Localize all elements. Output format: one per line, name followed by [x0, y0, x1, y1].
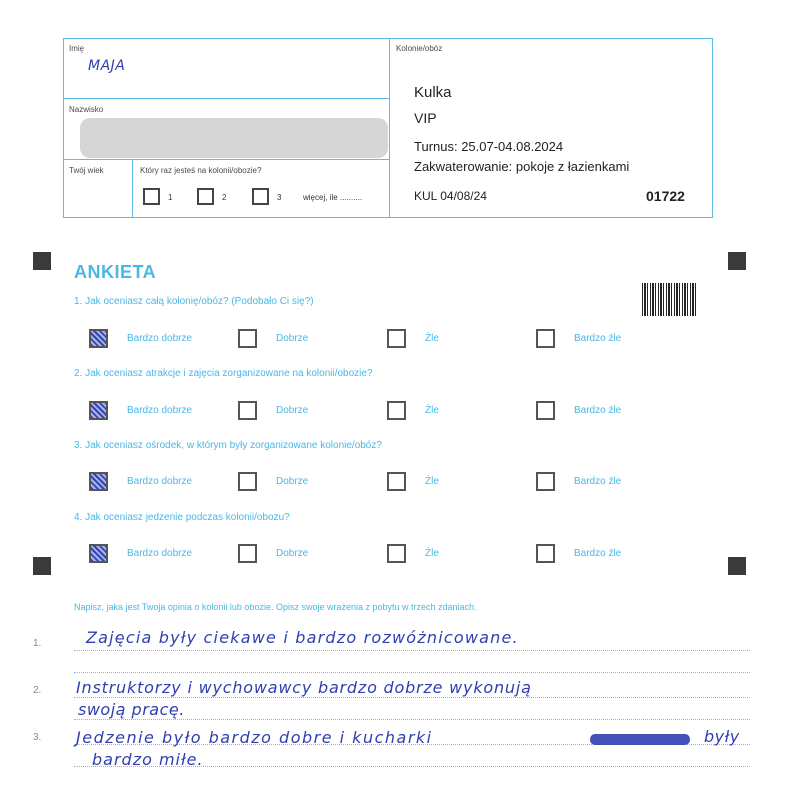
question-4: 4. Jak oceniasz jedzenie podczas kolonii/obozu?	[74, 512, 290, 523]
barcode	[642, 283, 696, 316]
q1-zle-label: Źle	[425, 333, 439, 344]
q2-zle-checkbox[interactable]	[387, 401, 406, 420]
writing-line	[74, 672, 750, 673]
survey-title: ANKIETA	[74, 262, 157, 282]
q4-dobrze-checkbox[interactable]	[238, 544, 257, 563]
q3-dobrze-label: Dobrze	[276, 476, 309, 487]
writing-line	[74, 697, 750, 698]
option-more-label: więcej, ile ..........	[303, 193, 363, 202]
q3-dobrze-checkbox[interactable]	[238, 472, 257, 491]
camp-code: KUL 04/08/24	[414, 189, 487, 203]
q2-bardzo-dobrze-label: Bardzo dobrze	[127, 405, 193, 416]
question-3: 3. Jak oceniasz ośrodek, w którym były zorganizowane kolonie/obóz?	[74, 440, 382, 451]
q1-dobrze-checkbox[interactable]	[238, 329, 257, 348]
q3-bardzo-dobrze-checkbox[interactable]	[89, 472, 108, 491]
imie-label: Imię	[69, 44, 85, 53]
line-number-3: 3.	[33, 732, 42, 743]
scan-marker-top-left	[33, 252, 51, 270]
writing-line	[74, 650, 750, 651]
opinion-prompt: Napisz, jaka jest Twoja opinia o kolonii lub obozie. Opisz swoje wrażenia z pobytu w trzech zdaniach.	[74, 602, 477, 612]
line-number-2: 2.	[33, 685, 42, 696]
question-2: 2. Jak oceniasz atrakcje i zajęcia zorganizowane na kolonii/obozie?	[74, 368, 373, 379]
opinion-line-3[interactable]: Jedzenie było bardzo dobre i kucharki	[76, 728, 433, 747]
q4-bardzo-dobrze-checkbox[interactable]	[89, 544, 108, 563]
option-2-label: 2	[222, 193, 227, 202]
q3-bardzo-dobrze-label: Bardzo dobrze	[127, 476, 193, 487]
q1-bardzo-zle-checkbox[interactable]	[536, 329, 555, 348]
opinion-line-3-end[interactable]: były	[704, 727, 740, 746]
ktory-raz-label: Który raz jesteś na kolonii/obozie?	[140, 166, 262, 175]
nazwisko-redacted-field[interactable]	[80, 118, 388, 158]
turnus: Turnus: 25.07-04.08.2024	[414, 139, 564, 154]
checkbox-raz-3[interactable]	[252, 188, 269, 205]
q4-bardzo-zle-label: Bardzo źle	[574, 548, 622, 559]
q2-bardzo-zle-label: Bardzo źle	[574, 405, 622, 416]
imie-value[interactable]: MAJA	[88, 58, 126, 74]
q4-bardzo-dobrze-label: Bardzo dobrze	[127, 548, 193, 559]
q4-zle-checkbox[interactable]	[387, 544, 406, 563]
q4-bardzo-zle-checkbox[interactable]	[536, 544, 555, 563]
question-1: 1. Jak oceniasz całą kolonię/obóz? (Podobało Ci się?)	[74, 296, 314, 307]
q2-dobrze-label: Dobrze	[276, 405, 309, 416]
scan-marker-bottom-left	[33, 557, 51, 575]
q3-bardzo-zle-checkbox[interactable]	[536, 472, 555, 491]
q1-bardzo-zle-label: Bardzo źle	[574, 333, 622, 344]
wiek-label: Twój wiek	[69, 166, 104, 175]
q1-zle-checkbox[interactable]	[387, 329, 406, 348]
kolonie-label: Kolonie/obóz	[396, 44, 443, 53]
q1-bardzo-dobrze-checkbox[interactable]	[89, 329, 108, 348]
option-1-label: 1	[168, 193, 173, 202]
q4-zle-label: Źle	[425, 548, 439, 559]
checkbox-raz-2[interactable]	[197, 188, 214, 205]
zakwaterowanie: Zakwaterowanie: pokoje z łazienkami	[414, 159, 630, 174]
option-3-label: 3	[277, 193, 282, 202]
q2-zle-label: Źle	[425, 405, 439, 416]
opinion-line-1[interactable]: Zajęcia były ciekawe i bardzo rozwóżnicowane.	[86, 628, 519, 647]
checkbox-raz-1[interactable]	[143, 188, 160, 205]
scan-marker-bottom-right	[728, 557, 746, 575]
scan-marker-top-right	[728, 252, 746, 270]
q2-dobrze-checkbox[interactable]	[238, 401, 257, 420]
q2-bardzo-dobrze-checkbox[interactable]	[89, 401, 108, 420]
crossed-out-scribble	[590, 734, 690, 745]
opinion-line-2[interactable]: Instruktorzy i wychowawcy bardzo dobrze wykonują	[76, 678, 532, 697]
nazwisko-label: Nazwisko	[69, 105, 104, 114]
q2-bardzo-zle-checkbox[interactable]	[536, 401, 555, 420]
form-number: 01722	[646, 188, 685, 204]
opinion-line-2b[interactable]: swoją pracę.	[78, 700, 185, 719]
q3-bardzo-zle-label: Bardzo źle	[574, 476, 622, 487]
writing-line	[74, 719, 750, 720]
q1-dobrze-label: Dobrze	[276, 333, 309, 344]
q3-zle-label: Źle	[425, 476, 439, 487]
camp-type: VIP	[414, 110, 437, 126]
opinion-line-3b[interactable]: bardzo miłe.	[92, 750, 204, 769]
q1-bardzo-dobrze-label: Bardzo dobrze	[127, 333, 193, 344]
q3-zle-checkbox[interactable]	[387, 472, 406, 491]
camp-name: Kulka	[414, 84, 452, 101]
q4-dobrze-label: Dobrze	[276, 548, 309, 559]
line-number-1: 1.	[33, 638, 42, 649]
